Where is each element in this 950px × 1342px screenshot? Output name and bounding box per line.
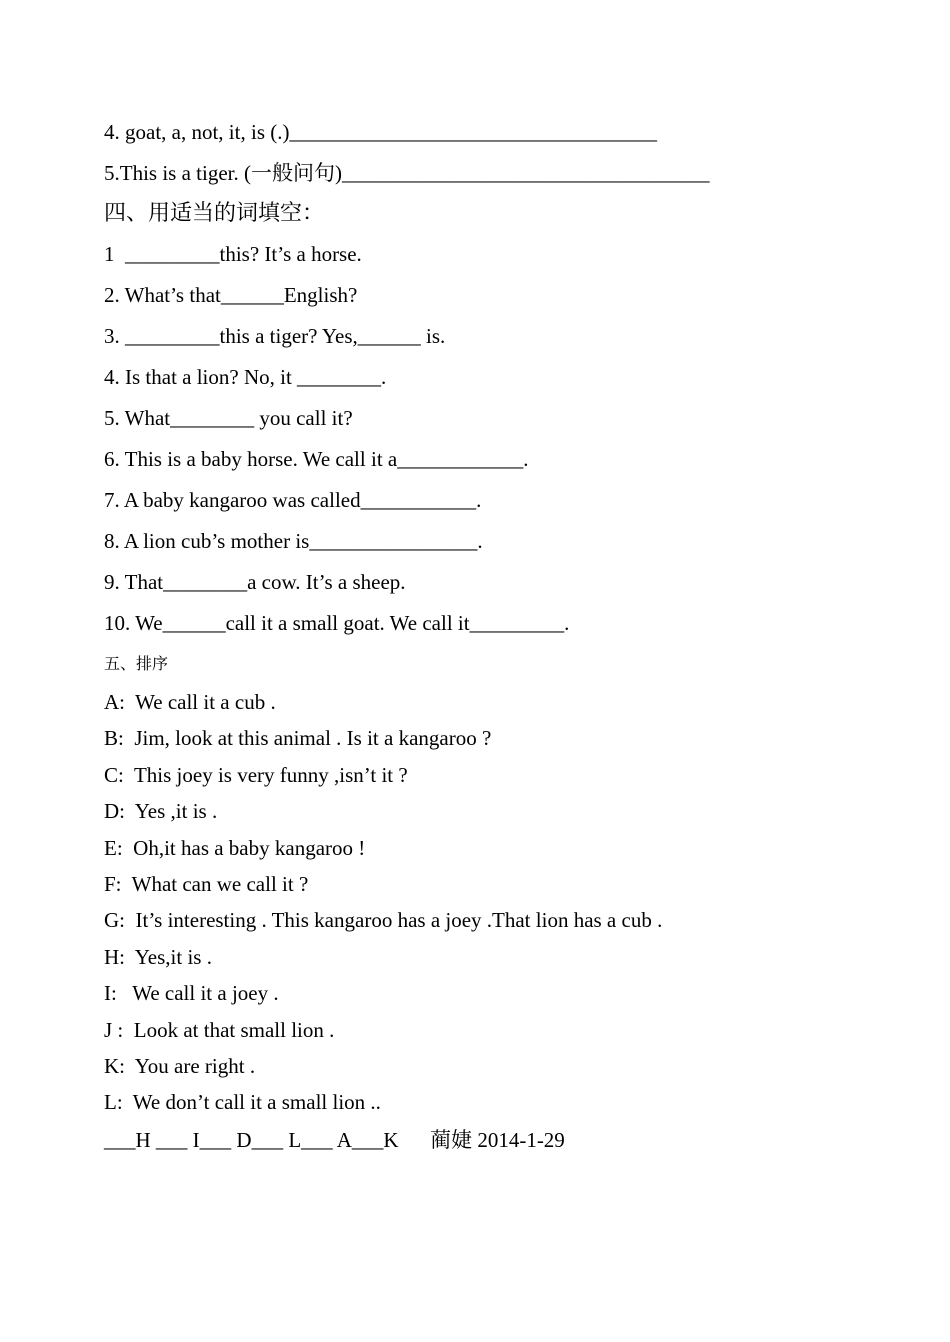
- sentence-k: K: You are right .: [104, 1053, 256, 1078]
- sentence-g: G: It’s interesting . This kangaroo has a joey .That lion has a cub .: [104, 908, 663, 933]
- fill-blank-item-9: 9. That________a cow. It’s a sheep.: [104, 570, 406, 594]
- sentence-h: H: Yes,it is .: [104, 944, 212, 969]
- order-answer-line: ___H ___ I___ D___ L___ A___K 蔺婕 2014-1-29: [104, 1127, 565, 1152]
- section-five-heading: 五、排序: [104, 654, 169, 673]
- part3-question-5: 5.This is a tiger. (一般问句)___________________________________: [104, 161, 710, 185]
- fill-blank-item-8: 8. A lion cub’s mother is________________.: [104, 529, 483, 553]
- sentence-b: B: Jim, look at this animal . Is it a kangaroo ?: [104, 726, 492, 751]
- sentence-f: F: What can we call it ?: [104, 871, 309, 896]
- sentence-a: A: We call it a cub .: [104, 690, 276, 714]
- fill-blank-item-10: 10. We______call it a small goat. We call it_________.: [104, 611, 570, 635]
- fill-blank-item-2: 2. What’s that______English?: [104, 283, 358, 307]
- sentence-j: J : Look at that small lion .: [104, 1017, 335, 1042]
- sentence-i: I: We call it a joey .: [104, 981, 279, 1006]
- fill-blank-item-1: 1 _________this? It’s a horse.: [104, 242, 362, 266]
- worksheet-page: [104, 112, 884, 1159]
- sentence-l: L: We don’t call it a small lion ..: [104, 1090, 381, 1115]
- fill-blank-item-6: 6. This is a baby horse. We call it a____________.: [104, 447, 529, 471]
- fill-blank-item-4: 4. Is that a lion? No, it ________.: [104, 365, 387, 389]
- sentence-e: E: Oh,it has a baby kangaroo !: [104, 835, 366, 860]
- sentence-c: C: This joey is very funny ,isn’t it ?: [104, 762, 408, 787]
- fill-blank-item-5: 5. What________ you call it?: [104, 406, 353, 430]
- fill-blank-item-3: 3. _________this a tiger? Yes,______ is.: [104, 324, 446, 348]
- section-four-heading: 四、用适当的词填空：: [104, 201, 325, 226]
- part3-question-4: 4. goat, a, not, it, is (.)___________________________________: [104, 120, 657, 144]
- sentence-d: D: Yes ,it is .: [104, 799, 218, 824]
- fill-blank-item-7: 7. A baby kangaroo was called___________.: [104, 488, 482, 512]
